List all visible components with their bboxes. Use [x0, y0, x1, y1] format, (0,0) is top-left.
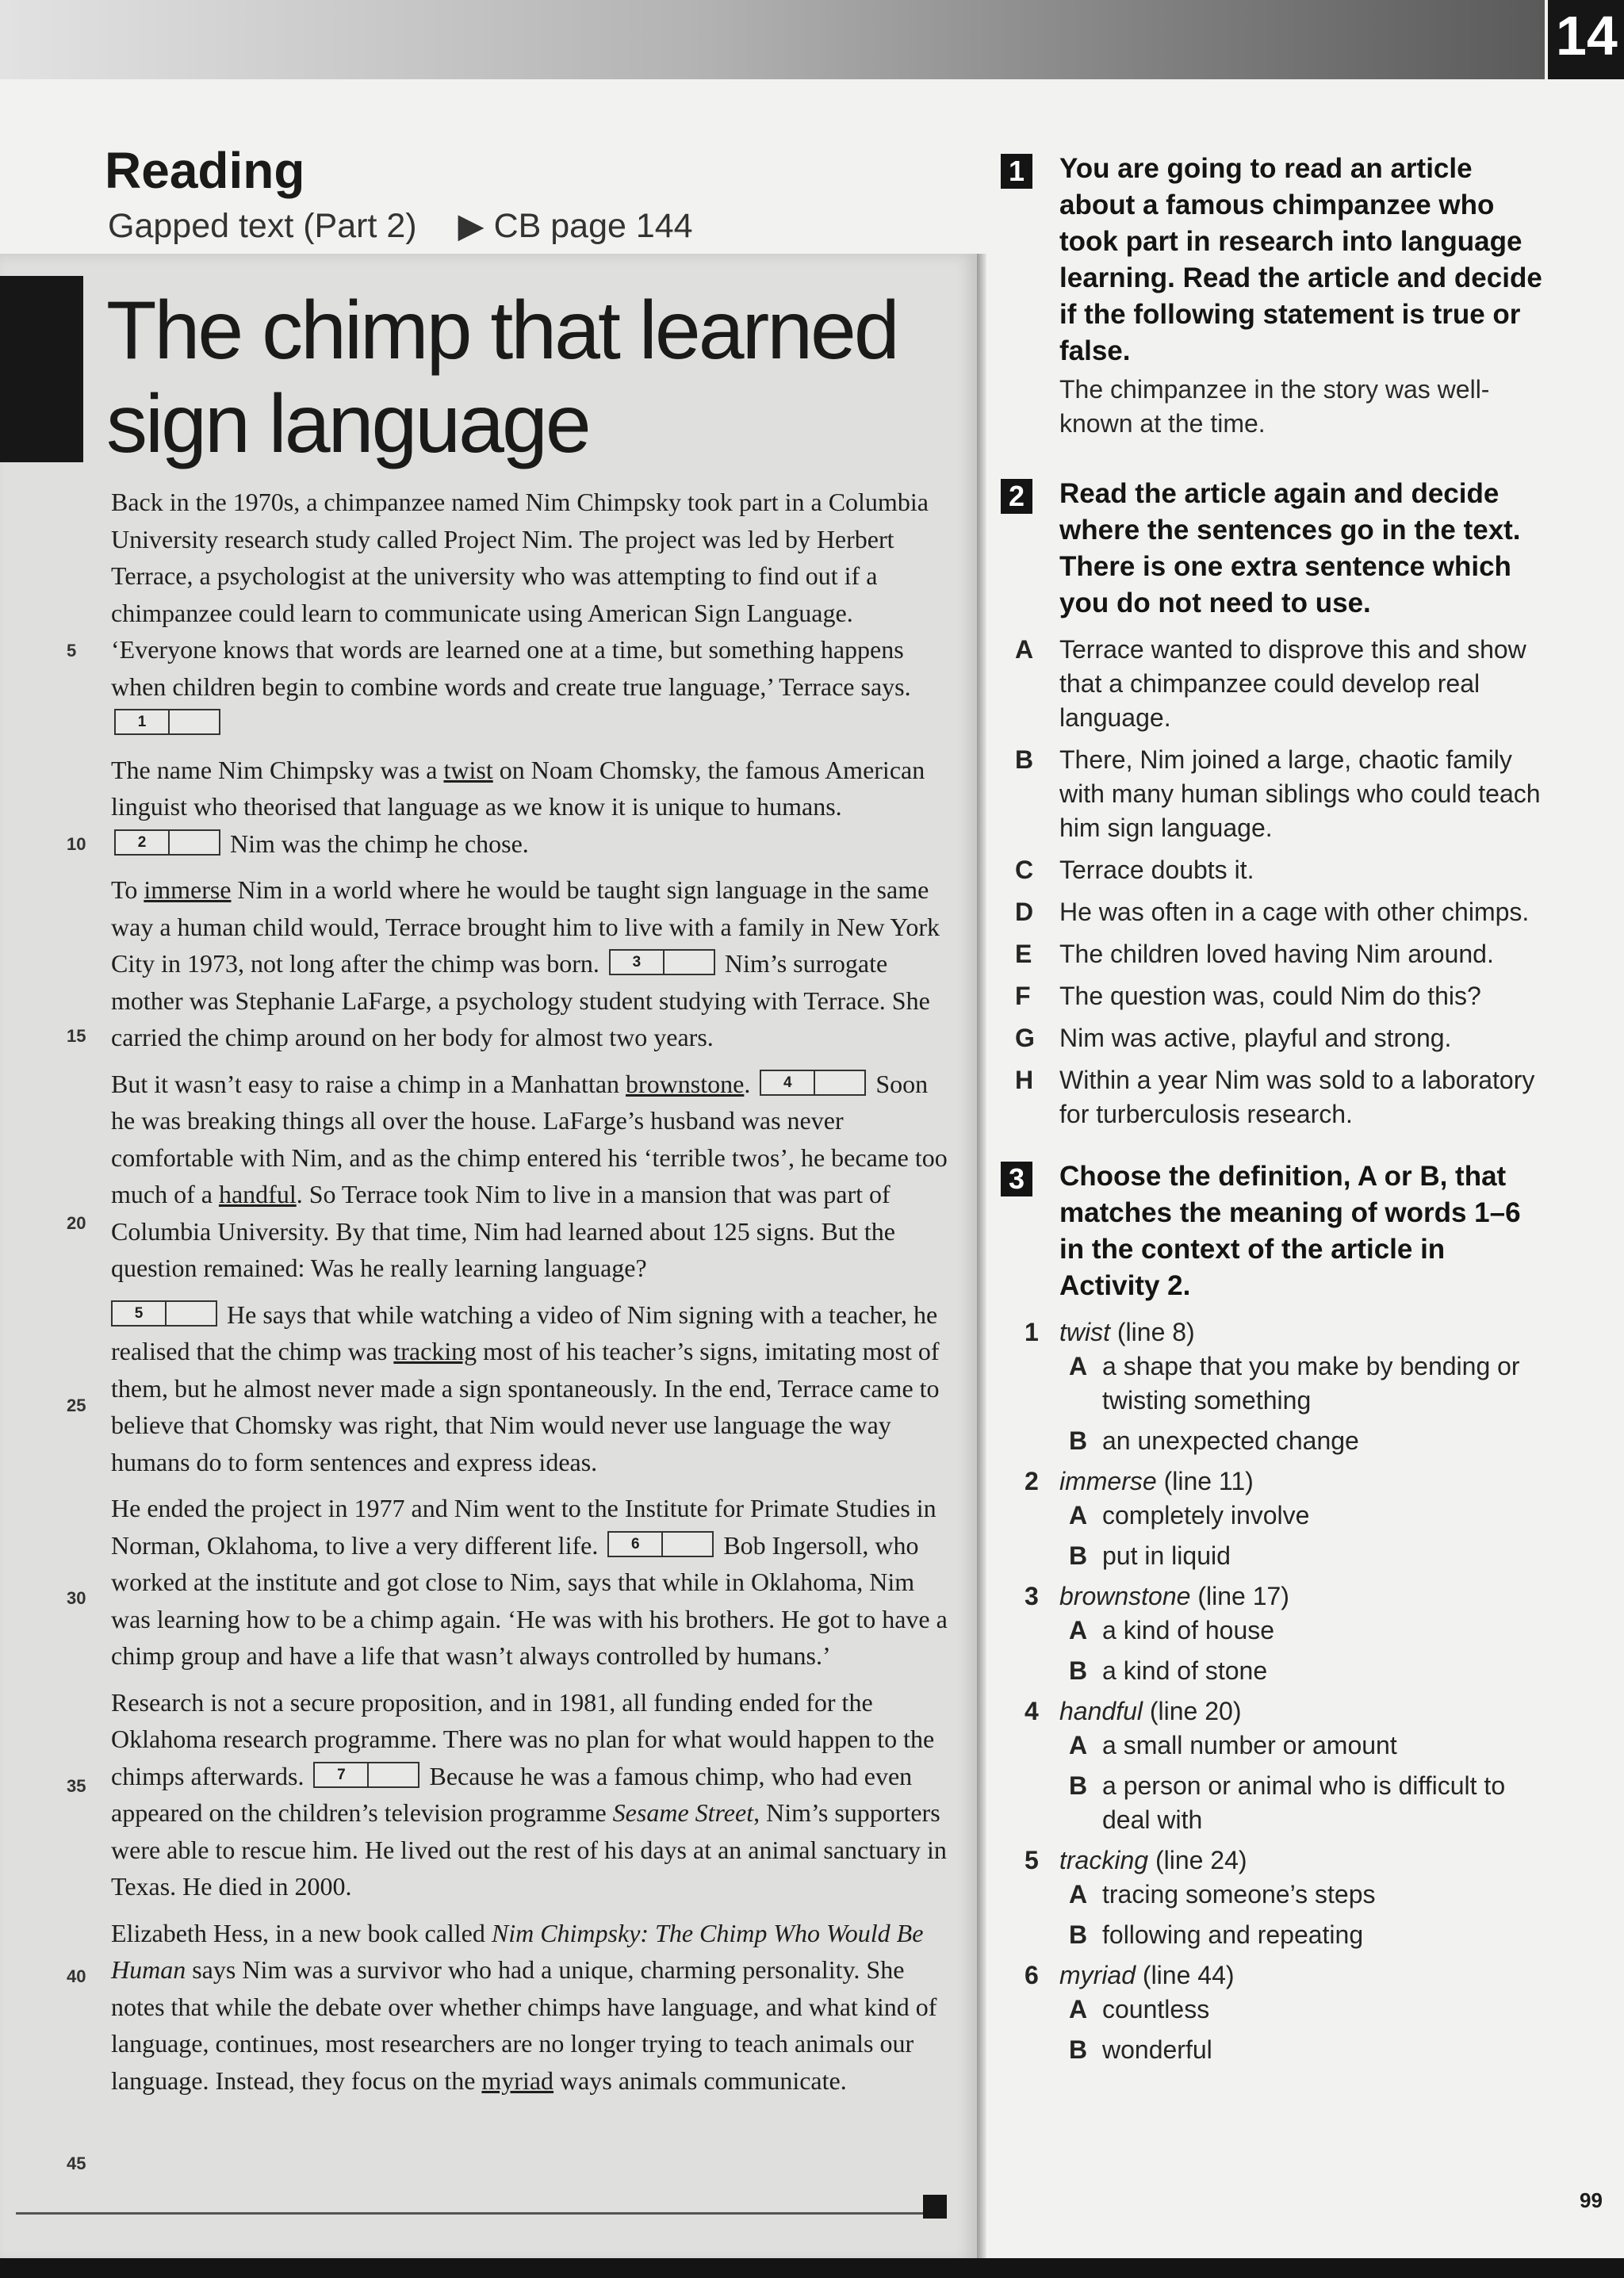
option-b[interactable] [1001, 743, 1548, 845]
definition-text: a person or animal who is difficult to deal with [1102, 1771, 1506, 1834]
question-word: myriad [1059, 1961, 1136, 1989]
option-letter: A [1069, 1352, 1088, 1380]
task-instruction: Choose the definition, A or B, that matches the meaning of words 1–6 in the context of the article in Activity 2. [1059, 1161, 1521, 1301]
bottom-band [0, 2258, 1624, 2278]
task-number: 2 [1001, 479, 1032, 514]
question-line-ref: (line 20) [1149, 1697, 1242, 1725]
line-number: 35 [67, 1776, 86, 1796]
page-number: 99 [1580, 2188, 1603, 2212]
option-letter: A [1069, 1880, 1088, 1909]
exercise-column [1001, 151, 1548, 2073]
paragraph-text: , Nim’s supporters were able to rescue him. He lived out the rest of his days at an animal sanctuary in Texas. He died in 2000. [111, 1798, 947, 1901]
paragraph-text: on Noam Chomsky, the famous American linguist who theorised that language as we know it is unique to humans. [111, 755, 925, 821]
option-text: The question was, could Nim do this? [1059, 982, 1481, 1010]
question-word: brownstone [1059, 1582, 1191, 1610]
line-number: 40 [67, 1966, 86, 1986]
vocab-word-immerse: immerse [144, 875, 232, 904]
definition-text: wonderful [1102, 2035, 1212, 2064]
definition-option[interactable] [1001, 1993, 1548, 2027]
article-end-mark [923, 2195, 947, 2219]
paragraph-text: The name Nim Chimpsky was a [111, 755, 438, 784]
option-h[interactable] [1001, 1063, 1548, 1131]
option-text: Nim was active, playful and strong. [1059, 1024, 1452, 1052]
vocab-question [1001, 1694, 1548, 1729]
vocab-question [1001, 1958, 1548, 1993]
article-body [111, 484, 952, 2108]
paragraph-text: Elizabeth Hess, in a new book called [111, 1918, 485, 1947]
gap-box[interactable] [607, 1531, 714, 1557]
paragraph-text: To [111, 875, 138, 904]
question-word: tracking [1059, 1846, 1149, 1874]
vocab-word-myriad: myriad [481, 2066, 554, 2095]
definition-option[interactable] [1001, 1654, 1548, 1688]
paragraph-text: Nim was the chimp he chose. [230, 829, 529, 858]
gap-box[interactable] [114, 829, 220, 856]
article-title [106, 284, 963, 471]
paragraph-text: Bob Ingersoll, who worked at the institute and got close to Nim, says that while in Oklahoma, Nim was learning how to be a chimp again. ‘He was with his brothers. He got to have a chimp group and have a life that wasn’t always controlled by humans.’ [111, 1530, 948, 1670]
line-number: 5 [67, 641, 77, 660]
question-line-ref: (line 8) [1116, 1318, 1195, 1346]
option-letter: H [1015, 1066, 1034, 1094]
question-number: 6 [1025, 1961, 1039, 1989]
option-f[interactable] [1001, 979, 1548, 1013]
definition-text: tracing someone’s steps [1102, 1880, 1376, 1909]
question-word: handful [1059, 1697, 1143, 1725]
question-line-ref: (line 44) [1142, 1961, 1235, 1989]
definition-option[interactable] [1001, 1499, 1548, 1533]
option-letter: B [1015, 745, 1034, 774]
gap-box[interactable] [111, 1300, 217, 1327]
task-statement: The chimpanzee in the story was well-known at the time. [1059, 375, 1490, 438]
programme-title: Sesame Street [612, 1798, 754, 1827]
section-subtitle [108, 206, 693, 246]
definition-option[interactable] [1001, 2033, 1548, 2067]
option-letter: A [1015, 635, 1034, 664]
definition-option[interactable] [1001, 1614, 1548, 1648]
article-title-line-1: The chimp that learned [106, 285, 898, 377]
option-letter: B [1069, 1541, 1088, 1570]
option-e[interactable] [1001, 937, 1548, 971]
gap-number: 6 [609, 1533, 663, 1556]
option-letter: A [1069, 1995, 1088, 2023]
paragraph-text: Back in the 1970s, a chimpanzee named Nim Chimpsky took part in a Columbia University research study called Project Nim. The project was led by Herbert Terrace, a psychologist at the university who was attempting to find out if a chimpanzee could learn to communicate using American Sign Language. ‘Everyone knows that words are learned one at a time, but something happens when children begin to combine words and create true language,’ Terrace says. [111, 488, 929, 701]
gap-number: 5 [113, 1302, 167, 1325]
line-number: 30 [67, 1588, 86, 1608]
definition-option[interactable] [1001, 1350, 1548, 1418]
vocab-word-tracking: tracking [393, 1337, 477, 1365]
option-a[interactable] [1001, 633, 1548, 735]
question-line-ref: (line 24) [1155, 1846, 1247, 1874]
paragraph-text: Because he was a famous chimp, who had even appeared on the children’s television programme [111, 1761, 913, 1827]
line-number: 25 [67, 1396, 86, 1415]
option-letter: B [1069, 1656, 1088, 1685]
task-2 [1001, 476, 1548, 622]
gap-box[interactable] [114, 709, 220, 735]
article-end-rule [16, 2212, 928, 2215]
option-text: There, Nim joined a large, chaotic family with many human siblings who could teach him sign language. [1059, 745, 1541, 842]
article-paragraph [111, 871, 952, 1056]
option-letter: E [1015, 940, 1032, 968]
paragraph-text: But it wasn’t easy to raise a chimp in a Manhattan [111, 1069, 620, 1098]
book-title: Nim Chimpsky: The Chimp Who Would Be Human [111, 1918, 924, 1984]
option-letter: D [1015, 898, 1034, 926]
part-label: Gapped text (Part 2) [108, 207, 417, 245]
article-paragraph [111, 1684, 952, 1905]
question-number: 4 [1025, 1697, 1039, 1725]
gap-box[interactable] [760, 1070, 866, 1096]
vocab-question [1001, 1843, 1548, 1878]
question-number: 3 [1025, 1582, 1039, 1610]
option-letter: C [1015, 856, 1034, 884]
gap-number: 1 [116, 710, 170, 733]
option-letter: A [1069, 1731, 1088, 1759]
option-c[interactable] [1001, 853, 1548, 887]
paragraph-text: Soon he was breaking things all over the house. LaFarge’s husband was never comfortable with Nim, and as the chimp entered his ‘terrible twos’, he became too much of a [111, 1069, 948, 1208]
task-number: 3 [1001, 1162, 1032, 1196]
line-number: 20 [67, 1213, 86, 1233]
vocab-word-brownstone: brownstone [626, 1069, 745, 1098]
definition-text: put in liquid [1102, 1541, 1231, 1570]
paragraph-text: says Nim was a survivor who had a unique, charming personality. She notes that while the debate over whether chimps have language, and what kind of language, continues, most researchers are no longer trying to teach animals our language. Instead, they focus on the [111, 1955, 937, 2095]
option-d[interactable] [1001, 895, 1548, 929]
gap-box[interactable] [609, 949, 715, 975]
gap-number: 4 [761, 1071, 815, 1094]
option-letter: A [1069, 1616, 1088, 1644]
sentence-options [1001, 633, 1548, 1131]
paragraph-text: So Terrace took Nim to live in a mansion that was part of Columbia University. By that time, Nim had learned about 125 signs. But the question remained: Was he really learning language? [111, 1180, 895, 1282]
vocab-question [1001, 1464, 1548, 1499]
article-paragraph [111, 1296, 952, 1481]
task-3 [1001, 1158, 1548, 1304]
task-number: 1 [1001, 154, 1032, 189]
option-letter: F [1015, 982, 1031, 1010]
page-fold-edge [977, 254, 986, 2264]
vocab-questions [1001, 1315, 1548, 2067]
definition-text: countless [1102, 1995, 1210, 2023]
cb-page-reference: ▶ CB page 144 [458, 207, 693, 245]
definition-text: an unexpected change [1102, 1426, 1359, 1455]
gap-number: 2 [116, 831, 170, 854]
gap-box[interactable] [313, 1762, 419, 1788]
option-text: The children loved having Nim around. [1059, 940, 1494, 968]
title-accent-block [0, 276, 83, 462]
option-text: Within a year Nim was sold to a laboratory for turberculosis research. [1059, 1066, 1535, 1128]
option-letter: B [1069, 1920, 1088, 1949]
vocab-word-twist: twist [443, 755, 493, 784]
question-word: twist [1059, 1318, 1110, 1346]
unit-tab: 14 [1548, 0, 1624, 79]
gap-number: 3 [611, 951, 665, 974]
question-line-ref: (line 17) [1197, 1582, 1289, 1610]
vocab-question [1001, 1315, 1548, 1350]
task-instruction: You are going to read an article about a famous chimpanzee who took part in research into language learning. Read the article and decide if the following statement is true or false. [1059, 153, 1542, 366]
section-title: Reading [105, 142, 305, 199]
article-paragraph: But it wasn’t easy to raise a chimp in a Manhattan brownstone. 4 Soon he was breaking things all over the house. LaFarge’s husband was never comfortable with Nim, and as the chimp entered his ‘terrible twos’, he became too much of a handful. So Terrace took Nim to live in a mansion that was part of Columbia University. By that time, Nim had learned about 125 signs. But the question remained: Was he really learning language? [111, 1069, 948, 1282]
definition-text: a kind of stone [1102, 1656, 1268, 1685]
vocab-question [1001, 1579, 1548, 1614]
line-number: 10 [67, 834, 86, 854]
definition-option[interactable] [1001, 1424, 1548, 1458]
definition-option[interactable] [1001, 1918, 1548, 1952]
article-title-line-2: sign language [106, 378, 589, 470]
definition-option[interactable] [1001, 1729, 1548, 1763]
paragraph-text: Nim in a world where he would be taught sign language in the same way a human child would, Terrace brought him to live with a family in New York City in 1973, not long after the chimp was born. [111, 875, 940, 978]
option-g[interactable] [1001, 1021, 1548, 1055]
question-number: 2 [1025, 1467, 1039, 1495]
question-line-ref: (line 11) [1163, 1467, 1254, 1495]
paragraph-text: most of his teacher’s signs, imitating most of them, but he almost never made a sign spontaneously. In the end, Terrace came to believe that Chomsky was right, that Nim would never use language the way humans do to form sentences and express ideas. [111, 1337, 940, 1476]
definition-text: following and repeating [1102, 1920, 1364, 1949]
definition-text: a small number or amount [1102, 1731, 1397, 1759]
question-word: immerse [1059, 1467, 1157, 1495]
task-instruction: Read the article again and decide where the sentences go in the text. There is one extra sentence which you do not need to use. [1059, 478, 1521, 618]
question-number: 5 [1025, 1846, 1039, 1874]
paragraph-text: He ended the project in 1977 and Nim went to the Institute for Primate Studies in Norman, Oklahoma, to live a very different life. [111, 1494, 936, 1560]
definition-text: a shape that you make by bending or twisting something [1102, 1352, 1520, 1415]
option-letter: A [1069, 1501, 1088, 1530]
article-paragraph [111, 1915, 952, 2100]
line-number: 45 [67, 2154, 86, 2173]
article-paragraph [111, 752, 952, 863]
option-text: Terrace doubts it. [1059, 856, 1254, 884]
option-text: He was often in a cage with other chimps. [1059, 898, 1530, 926]
option-letter: B [1069, 2035, 1088, 2064]
paragraph-text: He says that while watching a video of Nim signing with a teacher, he realised that the chimp was [111, 1300, 938, 1365]
task-1 [1001, 151, 1548, 441]
paragraph-text: Nim’s surrogate mother was Stephanie LaFarge, a psychology student studying with Terrace. She carried the chimp around on her body for almost two years. [111, 949, 930, 1051]
option-text: Terrace wanted to disprove this and show that a chimpanzee could develop real language. [1059, 635, 1526, 732]
article-paragraph [111, 484, 952, 742]
gap-number: 7 [315, 1763, 369, 1786]
definition-option[interactable] [1001, 1878, 1548, 1912]
article-paragraph [111, 1490, 952, 1675]
paragraph-text: Research is not a secure proposition, and in 1981, all funding ended for the Oklahoma research programme. There was no plan for what would happen to the chimps afterwards. [111, 1687, 935, 1790]
definition-text: a kind of house [1102, 1616, 1275, 1644]
option-letter: G [1015, 1024, 1035, 1052]
line-number: 15 [67, 1026, 86, 1046]
option-letter: B [1069, 1426, 1088, 1455]
definition-text: completely involve [1102, 1501, 1310, 1530]
question-number: 1 [1025, 1318, 1039, 1346]
paragraph-text: ways animals communicate. [560, 2066, 847, 2095]
definition-option[interactable] [1001, 1769, 1548, 1837]
option-letter: B [1069, 1771, 1088, 1800]
top-header-band [0, 0, 1545, 79]
definition-option[interactable] [1001, 1539, 1548, 1573]
vocab-word-handful: handful [218, 1180, 297, 1208]
